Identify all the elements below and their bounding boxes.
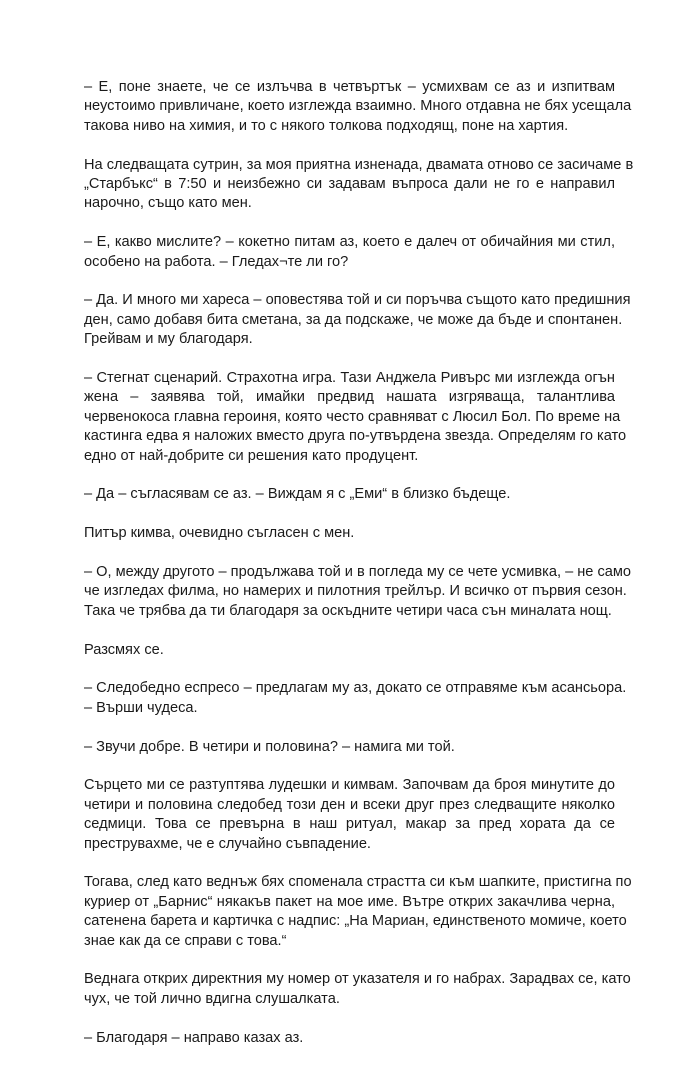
text-line: На следващата сутрин, за моя приятна изненада, двамата отново се засичаме в <box>84 156 634 173</box>
text-line: такова ниво на химия, и то с някого толкова подходящ, поне на хартия. <box>84 117 569 134</box>
text-line: чух, че той лично вдигна слушалката. <box>84 990 340 1007</box>
text-line: Веднага открих директния му номер от указателя и го набрах. Зарадвах се, като <box>84 971 631 988</box>
paragraph <box>84 369 627 466</box>
text-line: особено на работа. – Гледах¬те ли го? <box>84 253 349 270</box>
text-line: – Да – съгласявам се аз. – Виждам я с „Еми“ в близко бъдеще. <box>84 486 511 503</box>
paragraph <box>84 641 615 660</box>
text-line: едно от най-добрите си решения като продуцент. <box>84 447 419 464</box>
text-line: – Да. И много ми хареса – оповестява той и си поръчва същото като предишния <box>84 292 631 309</box>
paragraph <box>84 679 627 698</box>
text-line: жена – заявява той, имайки предвид нашата изгряваща, талантлива <box>84 389 615 406</box>
text-line: – Следобедно еспресо – предлагам му аз, докато се отправяме към асансьора. <box>84 680 627 697</box>
text-line: четири и половина следобед този ден и всеки друг през следващите няколко <box>84 796 615 813</box>
text-line: – Е, какво мислите? – кокетно питам аз, което е далеч от обичайния ми стил, <box>84 234 615 251</box>
text-line: Питър кимва, очевидно съгласен с мен. <box>84 525 355 542</box>
paragraph <box>84 485 615 504</box>
text-line: – Звучи добре. В четири и половина? – намига ми той. <box>84 738 455 755</box>
paragraph <box>84 524 615 543</box>
text-line: ден, само добавя бита сметана, за да подскаже, че може да бъде и спонтанен. <box>84 311 623 328</box>
text-line: Грейвам и му благодаря. <box>84 331 253 348</box>
text-line: сатенена барета и картичка с надпис: „На Мариан, единственото момиче, което <box>84 913 627 930</box>
text-line: знае как да се справи с това.“ <box>84 932 287 949</box>
paragraph <box>84 78 632 136</box>
text-line: нарочно, също като мен. <box>84 195 252 212</box>
paragraph <box>84 1029 615 1048</box>
text-line: – Благодаря – направо казах аз. <box>84 1029 304 1046</box>
text-line: куриер от „Барнис“ някакъв пакет на мое име. Вътре открих закачлива черна, <box>84 893 615 910</box>
paragraph <box>84 156 634 214</box>
text-line: преструвахме, че е случайно съвпадение. <box>84 835 371 852</box>
text-column <box>84 78 634 1067</box>
text-line: неустоимо привличане, което изглежда взаимно. Много отдавна не бях усещала <box>84 98 632 115</box>
text-line: червенокоса главна героиня, която често сравняват с Люсил Бол. По време на <box>84 408 621 425</box>
text-line: Тогава, след като веднъж бях споменала страстта си към шапките, пристигна по <box>84 874 632 891</box>
text-line: „Старбъкс“ в 7:50 и неизбежно си задавам въпроса дали не го е направил <box>84 176 615 193</box>
paragraph <box>84 233 615 272</box>
text-line: Сърцето ми се разтуптява лудешки и кимвам. Започвам да броя минутите до <box>84 777 615 794</box>
paragraph <box>84 970 631 1009</box>
text-line: кастинга едва я наложих вместо друга по-утвърдена звезда. Определям го като <box>84 428 627 445</box>
paragraph <box>84 776 615 854</box>
text-line: седмици. Това се превърна в наш ритуал, макар за пред хората да се <box>84 816 615 833</box>
text-line: – Върши чудеса. <box>84 699 198 716</box>
paragraph <box>84 699 615 718</box>
text-line: – Стегнат сценарий. Страхотна игра. Тази Анджела Ривърс ми изглежда огън <box>84 370 615 387</box>
text-line: Така че трябва да ти благодаря за оскъдните четири часа сън миналата нощ. <box>84 602 612 619</box>
paragraph <box>84 563 632 621</box>
text-line: – О, между другото – продължава той и в погледа му се чете усмивка, – не само <box>84 564 632 581</box>
text-line: – Е, поне знаете, че се излъчва в четвъртък – усмихвам се аз и изпитвам <box>84 79 615 95</box>
text-line: Разсмях се. <box>84 641 164 658</box>
paragraph <box>84 873 632 951</box>
text-line: че изгледах филма, но намерих и пилотния трейлър. И всичко от първия сезон. <box>84 583 627 600</box>
paragraph <box>84 738 615 757</box>
paragraph <box>84 291 631 349</box>
